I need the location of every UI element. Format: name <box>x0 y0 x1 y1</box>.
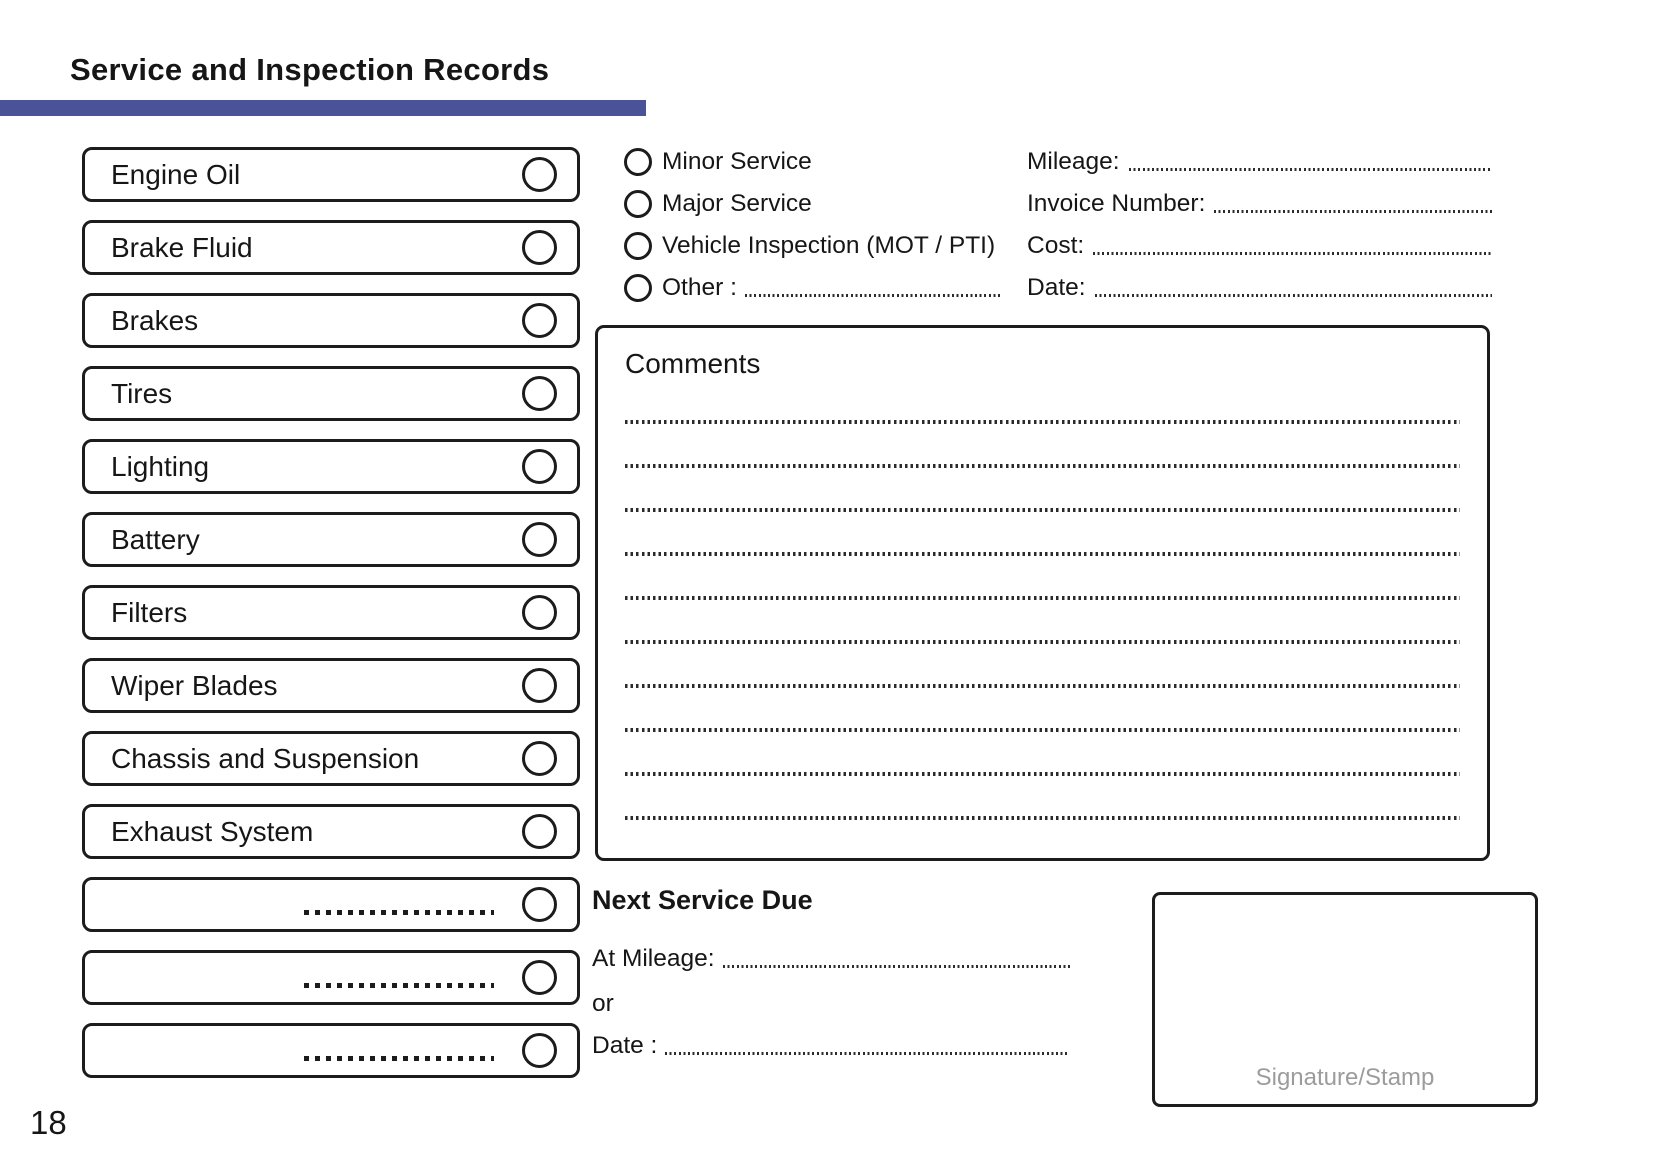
checklist-item-circle[interactable] <box>522 1033 557 1068</box>
checklist-item-label: Engine Oil <box>111 158 241 190</box>
radio-circle-icon[interactable] <box>624 274 652 302</box>
checklist-item <box>82 220 580 275</box>
checklist-item-circle[interactable] <box>522 522 557 557</box>
checklist-item <box>82 147 580 202</box>
record-field-row <box>1027 267 1492 309</box>
checklist-item-label: Chassis and Suspension <box>111 742 420 774</box>
checklist-item <box>82 512 580 567</box>
comment-write-line[interactable] <box>625 816 1460 820</box>
checklist-item <box>82 731 580 786</box>
next-service-mileage-row <box>592 942 1070 976</box>
page-number: 18 <box>30 1104 67 1141</box>
checklist-item <box>82 366 580 421</box>
checklist-item-blank-line[interactable] <box>304 983 495 988</box>
field-fill-line[interactable] <box>1214 210 1492 213</box>
radio-circle-icon[interactable] <box>624 190 652 218</box>
checklist-item <box>82 804 580 859</box>
comment-write-line[interactable] <box>625 728 1460 732</box>
checklist-item-label: Filters <box>111 596 188 628</box>
comments-box <box>595 325 1490 861</box>
checklist-item-circle[interactable] <box>522 741 557 776</box>
checklist-item <box>82 950 580 1005</box>
service-type-option <box>624 183 1002 225</box>
radio-circle-icon[interactable] <box>624 232 652 260</box>
checklist-item-circle[interactable] <box>522 960 557 995</box>
title-underline-bar <box>0 100 646 116</box>
comment-write-line[interactable] <box>625 508 1460 512</box>
or-label: or <box>592 990 614 1017</box>
comments-title: Comments <box>625 348 761 379</box>
comment-write-line[interactable] <box>625 420 1460 424</box>
comment-write-line[interactable] <box>625 464 1460 468</box>
inspection-checklist <box>82 147 580 1078</box>
comment-write-line[interactable] <box>625 596 1460 600</box>
comment-lines <box>625 420 1460 820</box>
checklist-item-label: Battery <box>111 523 200 555</box>
checklist-item-label: Exhaust System <box>111 815 314 847</box>
service-type-label: Minor Service <box>662 148 812 175</box>
signature-stamp-box[interactable] <box>1152 892 1538 1107</box>
checklist-item-circle[interactable] <box>522 449 557 484</box>
field-label: Cost: <box>1027 232 1085 259</box>
next-service-date-row <box>592 1029 1070 1063</box>
record-field-row <box>1027 225 1492 267</box>
comment-write-line[interactable] <box>625 684 1460 688</box>
next-service-title: Next Service Due <box>592 885 813 915</box>
checklist-item <box>82 877 580 932</box>
checklist-item <box>82 293 580 348</box>
checklist-item-blank-line[interactable] <box>304 910 495 915</box>
next-service-section <box>592 885 1070 1063</box>
service-type-options <box>624 141 1002 309</box>
next-service-or-row <box>592 987 1070 1021</box>
service-type-option <box>624 141 1002 183</box>
service-type-option <box>624 225 1002 267</box>
service-type-label: Other : <box>662 274 737 301</box>
checklist-item <box>82 1023 580 1078</box>
checklist-item <box>82 658 580 713</box>
comment-write-line[interactable] <box>625 552 1460 556</box>
record-field-row <box>1027 183 1492 225</box>
checklist-item-label: Tires <box>111 377 173 409</box>
field-fill-line[interactable] <box>1095 294 1492 297</box>
checklist-item-label: Wiper Blades <box>111 669 278 701</box>
field-fill-line[interactable] <box>1093 252 1492 255</box>
radio-circle-icon[interactable] <box>624 148 652 176</box>
checklist-item-circle[interactable] <box>522 887 557 922</box>
at-mileage-fill-line[interactable] <box>723 965 1070 968</box>
field-label: Mileage: <box>1027 148 1120 175</box>
next-service-date-fill-line[interactable] <box>665 1052 1070 1055</box>
field-label: Invoice Number: <box>1027 190 1206 217</box>
checklist-item-label: Lighting <box>111 450 210 482</box>
checklist-item-circle[interactable] <box>522 668 557 703</box>
other-fill-line[interactable] <box>745 294 1002 297</box>
comment-write-line[interactable] <box>625 640 1460 644</box>
at-mileage-label: At Mileage: <box>592 945 715 972</box>
checklist-item-circle[interactable] <box>522 157 557 192</box>
checklist-item-label: Brake Fluid <box>111 231 253 263</box>
page-title: Service and Inspection Records <box>70 52 550 87</box>
service-type-option <box>624 267 1002 309</box>
record-field-row <box>1027 141 1492 183</box>
checklist-item-circle[interactable] <box>522 595 557 630</box>
field-label: Date: <box>1027 274 1086 301</box>
checklist-item-label: Brakes <box>111 304 199 336</box>
checklist-item-circle[interactable] <box>522 303 557 338</box>
checklist-item <box>82 585 580 640</box>
checklist-item-circle[interactable] <box>522 230 557 265</box>
service-type-label: Major Service <box>662 190 812 217</box>
checklist-item <box>82 439 580 494</box>
field-fill-line[interactable] <box>1129 168 1492 171</box>
service-type-label: Vehicle Inspection (MOT / PTI) <box>662 232 996 259</box>
record-fields <box>1027 141 1492 309</box>
signature-stamp-label: Signature/Stamp <box>1255 1064 1435 1091</box>
checklist-item-blank-line[interactable] <box>304 1056 495 1061</box>
next-service-date-label: Date : <box>592 1032 658 1059</box>
checklist-item-circle[interactable] <box>522 376 557 411</box>
checklist-item-circle[interactable] <box>522 814 557 849</box>
comment-write-line[interactable] <box>625 772 1460 776</box>
